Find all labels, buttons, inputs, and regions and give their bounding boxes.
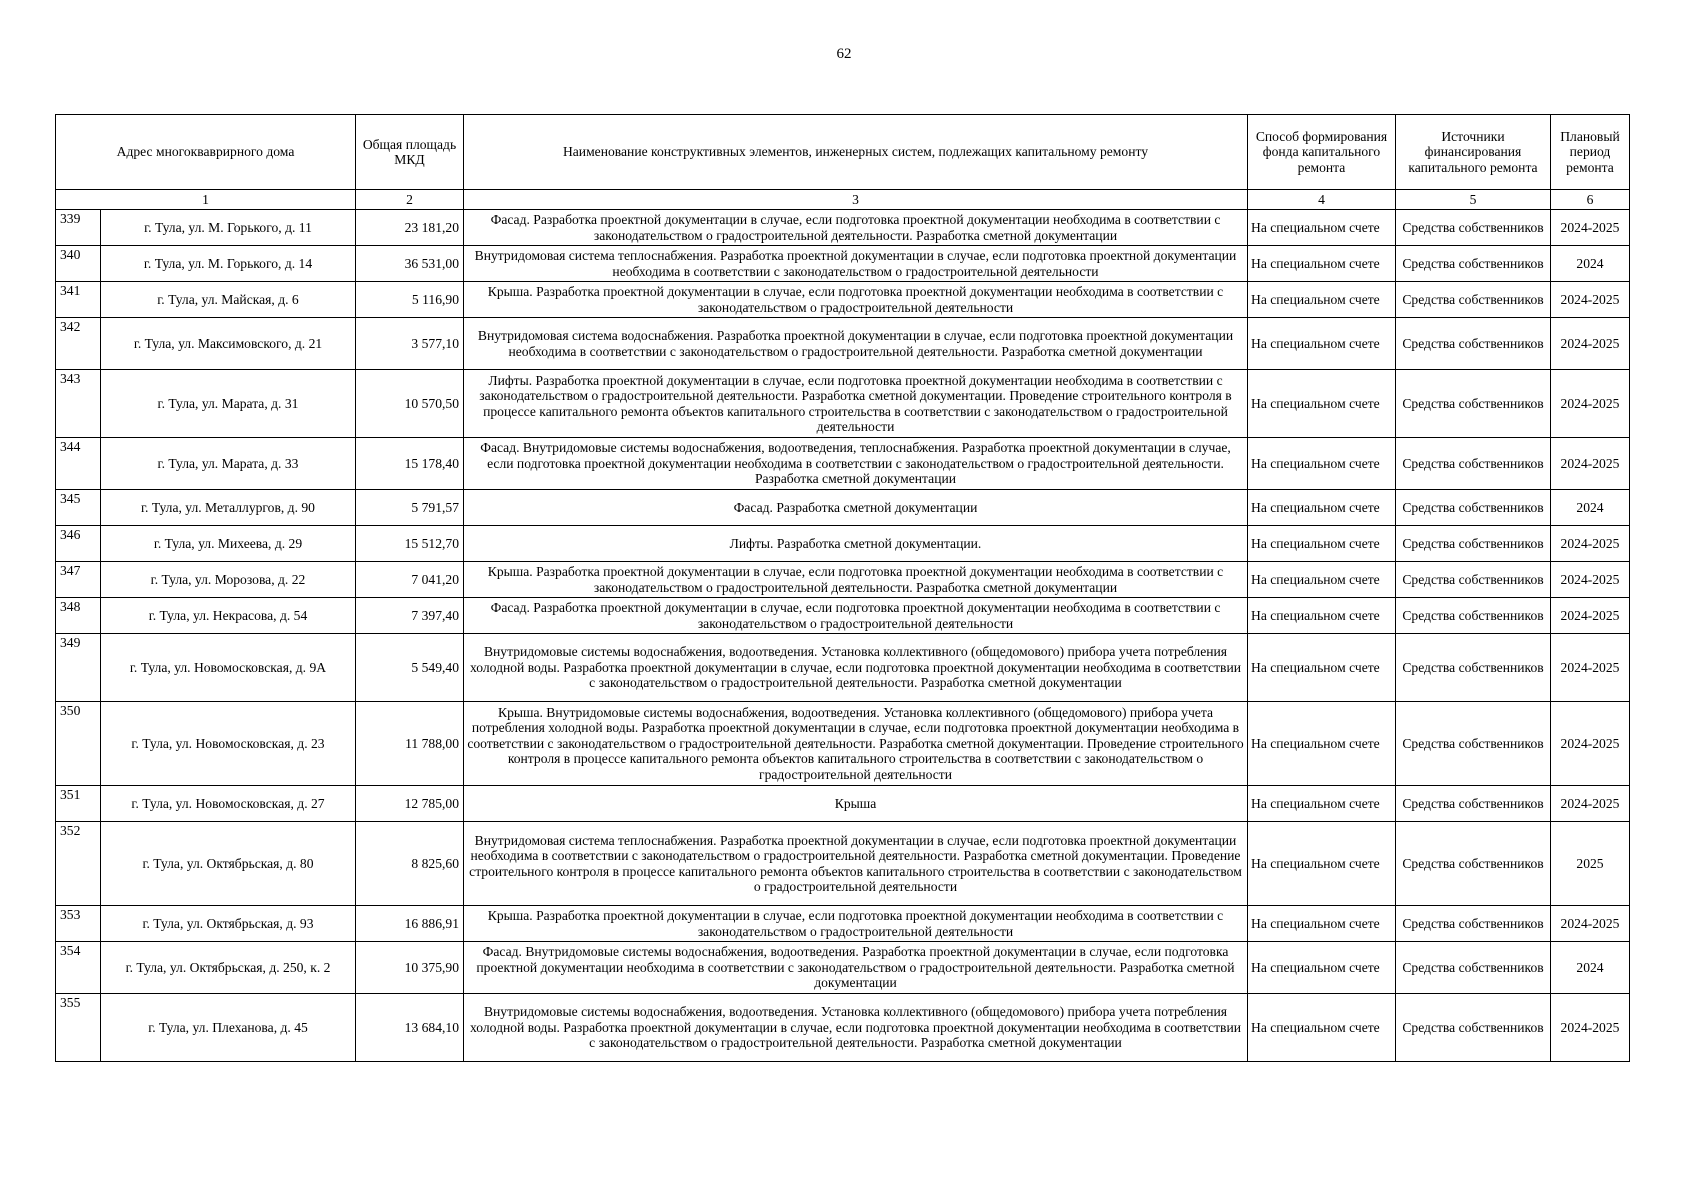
works-cell: Крыша. Разработка проектной документации в случае, если подготовка проектной документации необходима в соответствии с законодательством о градостроительной деятельности [464,282,1248,318]
method-cell: На специальном счете [1248,994,1396,1062]
method-cell: На специальном счете [1248,942,1396,994]
column-number: 1 [56,190,356,210]
method-cell: На специальном счете [1248,786,1396,822]
column-number: 4 [1248,190,1396,210]
column-number: 3 [464,190,1248,210]
area-cell: 8 825,60 [356,822,464,906]
header-source: Источники финансирования капитального ремонта [1396,115,1551,190]
source-cell: Средства собственников [1396,598,1551,634]
source-cell: Средства собственников [1396,562,1551,598]
row-number: 340 [56,246,101,282]
area-cell: 15 512,70 [356,526,464,562]
period-cell: 2024-2025 [1551,562,1630,598]
address-cell: г. Тула, ул. М. Горького, д. 11 [101,210,356,246]
source-cell: Средства собственников [1396,438,1551,490]
period-cell: 2024 [1551,246,1630,282]
row-number: 354 [56,942,101,994]
source-cell: Средства собственников [1396,994,1551,1062]
header-area: Общая площадь МКД [356,115,464,190]
table-row [56,438,1630,490]
works-cell: Крыша. Внутридомовые системы водоснабжения, водоотведения. Установка коллективного (общедомового) прибора учета потребления холодной воды. Разработка проектной документации в случае, если подготовка проектной документации необходима в соответствии с законодательством о градостроительной деятельности. Разработка сметной документации. Проведение строительного контроля в процессе капитального ремонта объектов капитального строительства в соответствии с законодательством о градостроительной деятельности [464,702,1248,786]
area-cell: 36 531,00 [356,246,464,282]
table-row [56,634,1630,702]
method-cell: На специальном счете [1248,634,1396,702]
works-cell: Внутридомовая система теплоснабжения. Разработка проектной документации в случае, если подготовка проектной документации необходима в соответствии с законодательством о градостроительной деятельности [464,246,1248,282]
source-cell: Средства собственников [1396,634,1551,702]
source-cell: Средства собственников [1396,942,1551,994]
address-cell: г. Тула, ул. Марата, д. 31 [101,370,356,438]
table-row [56,994,1630,1062]
source-cell: Средства собственников [1396,786,1551,822]
method-cell: На специальном счете [1248,906,1396,942]
table-row [56,246,1630,282]
source-cell: Средства собственников [1396,822,1551,906]
method-cell: На специальном счете [1248,562,1396,598]
works-cell: Фасад. Разработка проектной документации в случае, если подготовка проектной документации необходима в соответствии с законодательством о градостроительной деятельности [464,598,1248,634]
works-cell: Внутридомовая система водоснабжения. Разработка проектной документации в случае, если подготовка проектной документации необходима в соответствии с законодательством о градостроительной деятельности. Разработка сметной документации [464,318,1248,370]
column-number-row [56,190,1630,210]
area-cell: 5 791,57 [356,490,464,526]
address-cell: г. Тула, ул. М. Горького, д. 14 [101,246,356,282]
works-cell: Фасад. Разработка сметной документации [464,490,1248,526]
area-cell: 13 684,10 [356,994,464,1062]
table-row [56,318,1630,370]
area-cell: 5 549,40 [356,634,464,702]
method-cell: На специальном счете [1248,702,1396,786]
method-cell: На специальном счете [1248,318,1396,370]
column-number: 6 [1551,190,1630,210]
column-number: 2 [356,190,464,210]
table-row [56,210,1630,246]
address-cell: г. Тула, ул. Морозова, д. 22 [101,562,356,598]
area-cell: 7 397,40 [356,598,464,634]
row-number: 351 [56,786,101,822]
period-cell: 2024-2025 [1551,282,1630,318]
method-cell: На специальном счете [1248,526,1396,562]
works-cell: Крыша [464,786,1248,822]
period-cell: 2024-2025 [1551,318,1630,370]
header-period: Плановый период ремонта [1551,115,1630,190]
table-row [56,702,1630,786]
period-cell: 2024-2025 [1551,994,1630,1062]
period-cell: 2024 [1551,490,1630,526]
row-number: 341 [56,282,101,318]
source-cell: Средства собственников [1396,318,1551,370]
method-cell: На специальном счете [1248,246,1396,282]
works-cell: Внутридомовые системы водоснабжения, водоотведения. Установка коллективного (общедомового) прибора учета потребления холодной воды. Разработка проектной документации в случае, если подготовка проектной документации необходима в соответствии с законодательством о градостроительной деятельности. Разработка сметной документации [464,994,1248,1062]
source-cell: Средства собственников [1396,702,1551,786]
period-cell: 2024-2025 [1551,786,1630,822]
table-row [56,906,1630,942]
row-number: 347 [56,562,101,598]
address-cell: г. Тула, ул. Плеханова, д. 45 [101,994,356,1062]
area-cell: 3 577,10 [356,318,464,370]
table-row [56,562,1630,598]
column-number: 5 [1396,190,1551,210]
address-cell: г. Тула, ул. Некрасова, д. 54 [101,598,356,634]
address-cell: г. Тула, ул. Михеева, д. 29 [101,526,356,562]
address-cell: г. Тула, ул. Новомосковская, д. 9А [101,634,356,702]
address-cell: г. Тула, ул. Металлургов, д. 90 [101,490,356,526]
area-cell: 23 181,20 [356,210,464,246]
works-cell: Внутридомовая система теплоснабжения. Разработка проектной документации в случае, если подготовка проектной документации необходима в соответствии с законодательством о градостроительной деятельности. Разработка сметной документации. Проведение строительного контроля в процессе капитального ремонта объектов капитального строительства в соответствии с законодательством о градостроительной деятельности [464,822,1248,906]
row-number: 345 [56,490,101,526]
table-row [56,370,1630,438]
row-number: 348 [56,598,101,634]
page-number: 62 [836,46,852,62]
area-cell: 16 886,91 [356,906,464,942]
row-number: 342 [56,318,101,370]
address-cell: г. Тула, ул. Майская, д. 6 [101,282,356,318]
area-cell: 7 041,20 [356,562,464,598]
period-cell: 2024-2025 [1551,906,1630,942]
header-row [56,115,1630,190]
header-works: Наименование конструктивных элементов, инженерных систем, подлежащих капитальному ремонту [464,115,1248,190]
period-cell: 2024-2025 [1551,438,1630,490]
area-cell: 12 785,00 [356,786,464,822]
area-cell: 10 570,50 [356,370,464,438]
source-cell: Средства собственников [1396,210,1551,246]
area-cell: 5 116,90 [356,282,464,318]
table-row [56,822,1630,906]
area-cell: 11 788,00 [356,702,464,786]
source-cell: Средства собственников [1396,370,1551,438]
row-number: 344 [56,438,101,490]
header-address: Адрес многокваврирного дома [56,115,356,190]
address-cell: г. Тула, ул. Октябрьская, д. 93 [101,906,356,942]
address-cell: г. Тула, ул. Октябрьская, д. 80 [101,822,356,906]
works-cell: Лифты. Разработка сметной документации. [464,526,1248,562]
period-cell: 2024-2025 [1551,210,1630,246]
period-cell: 2024 [1551,942,1630,994]
period-cell: 2024-2025 [1551,598,1630,634]
method-cell: На специальном счете [1248,490,1396,526]
period-cell: 2024-2025 [1551,370,1630,438]
address-cell: г. Тула, ул. Октябрьская, д. 250, к. 2 [101,942,356,994]
method-cell: На специальном счете [1248,370,1396,438]
source-cell: Средства собственников [1396,906,1551,942]
row-number: 352 [56,822,101,906]
period-cell: 2024-2025 [1551,634,1630,702]
period-cell: 2025 [1551,822,1630,906]
works-cell: Внутридомовые системы водоснабжения, водоотведения. Установка коллективного (общедомового) прибора учета потребления холодной воды. Разработка проектной документации в случае, если подготовка проектной документации необходима в соответствии с законодательством о градостроительной деятельности. Разработка сметной документации [464,634,1248,702]
works-cell: Крыша. Разработка проектной документации в случае, если подготовка проектной документации необходима в соответствии с законодательством о градостроительной деятельности. Разработка сметной документации [464,562,1248,598]
table-row [56,786,1630,822]
address-cell: г. Тула, ул. Марата, д. 33 [101,438,356,490]
table-row [56,942,1630,994]
table-row [56,490,1630,526]
period-cell: 2024-2025 [1551,702,1630,786]
works-cell: Крыша. Разработка проектной документации в случае, если подготовка проектной документации необходима в соответствии с законодательством о градостроительной деятельности [464,906,1248,942]
works-cell: Фасад. Внутридомовые системы водоснабжения, водоотведения. Разработка проектной документации в случае, если подготовка проектной документации необходима в соответствии с законодательством о градостроительной деятельности. Разработка сметной документации [464,942,1248,994]
method-cell: На специальном счете [1248,282,1396,318]
works-cell: Фасад. Внутридомовые системы водоснабжения, водоотведения, теплоснабжения. Разработка проектной документации в случае, если подготовка проектной документации необходима в соответствии с законодательством о градостроительной деятельности. Разработка сметной документации [464,438,1248,490]
address-cell: г. Тула, ул. Новомосковская, д. 27 [101,786,356,822]
source-cell: Средства собственников [1396,490,1551,526]
method-cell: На специальном счете [1248,822,1396,906]
works-cell: Фасад. Разработка проектной документации в случае, если подготовка проектной документации необходима в соответствии с законодательством о градостроительной деятельности. Разработка сметной документации [464,210,1248,246]
row-number: 339 [56,210,101,246]
source-cell: Средства собственников [1396,526,1551,562]
row-number: 355 [56,994,101,1062]
area-cell: 15 178,40 [356,438,464,490]
table-row [56,526,1630,562]
method-cell: На специальном счете [1248,598,1396,634]
row-number: 349 [56,634,101,702]
method-cell: На специальном счете [1248,438,1396,490]
row-number: 346 [56,526,101,562]
works-cell: Лифты. Разработка проектной документации в случае, если подготовка проектной документации необходима в соответствии с законодательством о градостроительной деятельности. Разработка сметной документации. Проведение строительного контроля в процессе капитального ремонта объектов капитального строительства в соответствии с законодательством о градостроительной деятельности [464,370,1248,438]
source-cell: Средства собственников [1396,282,1551,318]
period-cell: 2024-2025 [1551,526,1630,562]
source-cell: Средства собственников [1396,246,1551,282]
area-cell: 10 375,90 [356,942,464,994]
row-number: 343 [56,370,101,438]
repair-program-table [55,114,1630,1062]
header-method: Способ формирования фонда капитального ремонта [1248,115,1396,190]
address-cell: г. Тула, ул. Новомосковская, д. 23 [101,702,356,786]
table-row [56,598,1630,634]
method-cell: На специальном счете [1248,210,1396,246]
row-number: 353 [56,906,101,942]
row-number: 350 [56,702,101,786]
address-cell: г. Тула, ул. Максимовского, д. 21 [101,318,356,370]
table-row [56,282,1630,318]
